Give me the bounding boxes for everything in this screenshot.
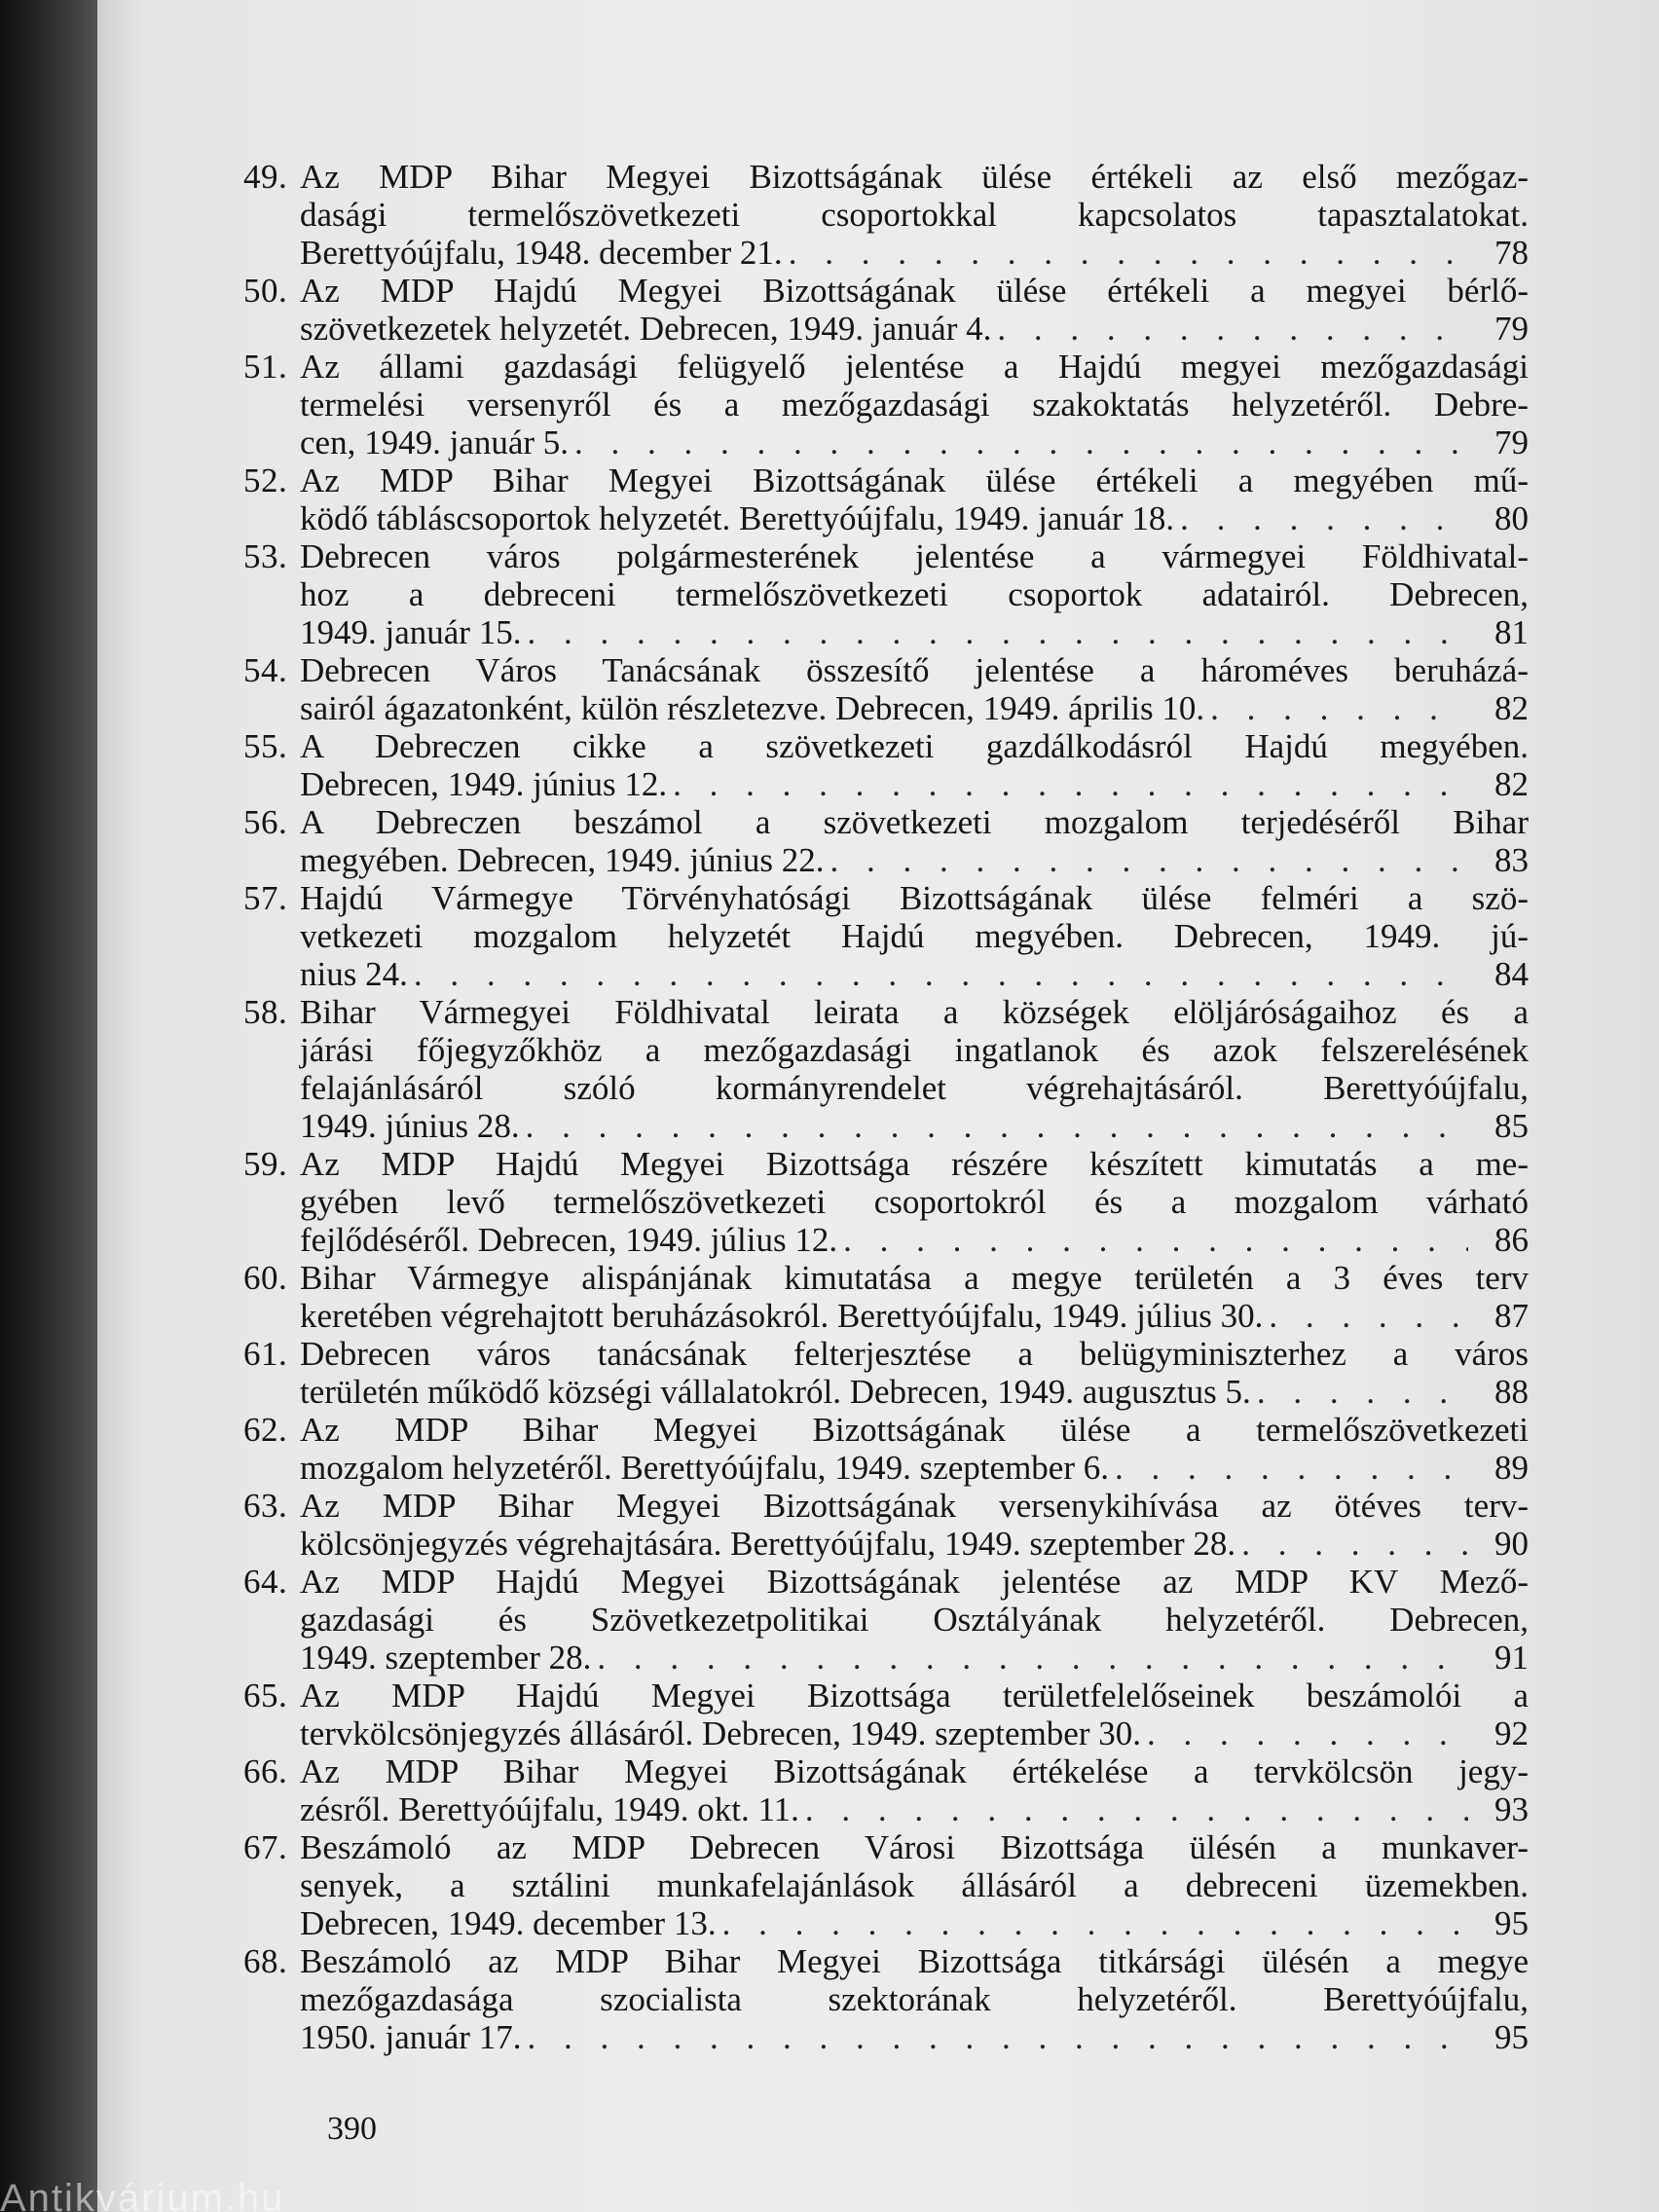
toc-entry-number: 58. <box>243 993 288 1031</box>
toc-entry-text: 1949. június 28. <box>300 1107 520 1145</box>
toc-entry <box>243 1145 1529 1259</box>
leader-dots <box>997 310 1468 348</box>
toc-entry-line: Az MDP Hajdú Megyei Bizottsága részére készített kimutatás a me- <box>300 1145 1529 1183</box>
toc-page-reference: 80 <box>1494 499 1529 537</box>
toc-entry <box>243 1942 1529 2056</box>
toc-entry <box>243 1752 1529 1828</box>
book-spine-shadow <box>0 0 97 2212</box>
toc-entry-line: Debrecen város polgármesterének jelentése a vármegyei Földhivatal- <box>300 537 1529 575</box>
toc-entry-line: A Debreczen beszámol a szövetkezeti mozgalom terjedéséről Bihar <box>300 803 1529 841</box>
toc-entry-line: dasági termelőszövetkezeti csoportokkal kapcsolatos tapasztalatokat. <box>300 196 1529 234</box>
toc-entry-text: Berettyóújfalu, 1948. december 21. <box>300 234 783 272</box>
toc-entry-number: 64. <box>243 1563 288 1601</box>
toc-entry-line: Debrecen Város Tanácsának összesítő jelentése a hároméves beruházá- <box>300 651 1529 689</box>
toc-entry-line: hoz a debreceni termelőszövetkezeti csoportok adatairól. Debrecen, <box>300 575 1529 613</box>
toc-entry-last-line <box>300 613 1529 651</box>
toc-page-reference: 90 <box>1494 1525 1529 1563</box>
leader-dots <box>597 1639 1468 1677</box>
toc-entry-line: vetkezeti mozgalom helyzetét Hajdú megyében. Debrecen, 1949. jú- <box>300 917 1529 955</box>
toc-page-reference: 79 <box>1494 310 1529 348</box>
toc-entry-number: 63. <box>243 1487 288 1525</box>
toc-entry <box>243 1563 1529 1677</box>
toc-entry <box>243 272 1529 348</box>
toc-entry-text: zésről. Berettyóújfalu, 1949. okt. 11. <box>300 1790 799 1828</box>
toc-entry-text: megyében. Debrecen, 1949. június 22. <box>300 841 825 879</box>
leader-dots <box>1257 1373 1468 1411</box>
toc-entry-line: termelési versenyről és a mezőgazdasági szakoktatás helyzetéről. Debre- <box>300 386 1529 424</box>
toc-entry-last-line <box>300 955 1529 993</box>
toc-entry-line: Az MDP Bihar Megyei Bizottságának értékelése a tervkölcsön jegy- <box>300 1752 1529 1790</box>
toc-entry-number: 57. <box>243 879 288 917</box>
toc-entry-line: Bihar Vármegyei Földhivatal leirata a községek elöljáróságaihoz és a <box>300 993 1529 1031</box>
toc-entry-number: 53. <box>243 537 288 575</box>
toc-entry-line: gazdasági és Szövetkezetpolitikai Osztályának helyzetéről. Debrecen, <box>300 1601 1529 1639</box>
toc-entry-line: senyek, a sztálini munkafelajánlások állásáról a debreceni üzemekben. <box>300 1866 1529 1904</box>
toc-entry-number: 54. <box>243 651 288 689</box>
toc-entry-text: kölcsönjegyzés végrehajtására. Berettyóújfalu, 1949. szeptember 28. <box>300 1525 1236 1563</box>
toc-entry-line: mezőgazdasága szocialista szektorának helyzetéről. Berettyóújfalu, <box>300 1980 1529 2018</box>
toc-entry <box>243 1677 1529 1752</box>
toc-entry-line: járási főjegyzőkhöz a mezőgazdasági ingatlanok és azok felszerelésének <box>300 1031 1529 1069</box>
toc-entry-text: keretében végrehajtott beruházásokról. Berettyóújfalu, 1949. július 30. <box>300 1297 1264 1335</box>
toc-entry-number: 52. <box>243 461 288 499</box>
toc-page-reference: 92 <box>1494 1714 1529 1752</box>
toc-entry-line: Az MDP Hajdú Megyei Bizottságának jelentése az MDP KV Mező- <box>300 1563 1529 1601</box>
toc-entry-last-line <box>300 689 1529 727</box>
toc-entry-last-line <box>300 499 1529 537</box>
toc-entry-line: Az MDP Hajdú Megyei Bizottságának ülése értékeli a megyei bérlő- <box>300 272 1529 310</box>
toc-entry-line: Hajdú Vármegye Törvényhatósági Bizottságának ülése felméri a szö- <box>300 879 1529 917</box>
toc-entry-last-line <box>300 234 1529 272</box>
toc-entry-last-line <box>300 1714 1529 1752</box>
toc-page-reference: 78 <box>1494 234 1529 272</box>
toc-entry-text: mozgalom helyzetéről. Berettyóújfalu, 1949. szeptember 6. <box>300 1449 1109 1487</box>
toc-entry-last-line <box>300 1525 1529 1563</box>
leader-dots <box>843 1221 1468 1259</box>
leader-dots <box>830 841 1468 879</box>
toc-entry-line: Az MDP Bihar Megyei Bizottságának ülése értékeli a megyében mű- <box>300 461 1529 499</box>
toc-entry-text: ködő tábláscsoportok helyzetét. Berettyóújfalu, 1949. január 18. <box>300 499 1175 537</box>
toc-entry-last-line <box>300 1449 1529 1487</box>
leader-dots <box>789 234 1468 272</box>
leader-dots <box>526 1107 1468 1145</box>
toc-entry <box>243 727 1529 803</box>
toc-entry-number: 62. <box>243 1411 288 1449</box>
toc-page-reference: 93 <box>1494 1790 1529 1828</box>
leader-dots <box>1147 1714 1468 1752</box>
toc-entry-number: 65. <box>243 1677 288 1714</box>
toc-entry <box>243 993 1529 1145</box>
toc-page-reference: 95 <box>1494 2018 1529 2056</box>
toc-entry-number: 49. <box>243 158 288 196</box>
toc-entry-text: cen, 1949. január 5. <box>300 424 570 461</box>
toc-entry-line: felajánlásáról szóló kormányrendelet végrehajtásáról. Berettyóújfalu, <box>300 1069 1529 1107</box>
toc-page-reference: 89 <box>1494 1449 1529 1487</box>
toc-entry-line: Az MDP Bihar Megyei Bizottságának ülése értékeli az első mezőgaz- <box>300 158 1529 196</box>
leader-dots <box>805 1790 1468 1828</box>
toc-entry-number: 50. <box>243 272 288 310</box>
toc-entry <box>243 158 1529 272</box>
toc-entry <box>243 1828 1529 1942</box>
toc-entry <box>243 461 1529 537</box>
leader-dots <box>527 2018 1468 2056</box>
toc-entry-number: 56. <box>243 803 288 841</box>
toc-page-reference: 91 <box>1494 1639 1529 1677</box>
toc-entry <box>243 537 1529 651</box>
toc-page-reference: 86 <box>1494 1221 1529 1259</box>
leader-dots <box>574 424 1468 461</box>
leader-dots <box>1210 689 1468 727</box>
toc-entry-number: 61. <box>243 1335 288 1373</box>
toc-page-reference: 85 <box>1494 1107 1529 1145</box>
toc-entry-text: sairól ágazatonként, külön részletezve. Debrecen, 1949. április 10. <box>300 689 1205 727</box>
toc-entry-last-line <box>300 424 1529 461</box>
toc-entry-text: területén működő községi vállalatokról. Debrecen, 1949. augusztus 5. <box>300 1373 1251 1411</box>
toc-entry <box>243 1335 1529 1411</box>
toc-entry-last-line <box>300 841 1529 879</box>
toc-entry-line: Debrecen város tanácsának felterjesztése a belügyminiszterhez a város <box>300 1335 1529 1373</box>
toc-entry-number: 59. <box>243 1145 288 1183</box>
toc-entry-number: 60. <box>243 1259 288 1297</box>
toc-entry-last-line <box>300 1107 1529 1145</box>
toc-entry <box>243 879 1529 993</box>
leader-dots <box>1180 499 1468 537</box>
toc-page-reference: 82 <box>1494 765 1529 803</box>
toc-page-reference: 79 <box>1494 424 1529 461</box>
toc-page-reference: 88 <box>1494 1373 1529 1411</box>
toc-entry-line: Beszámoló az MDP Bihar Megyei Bizottsága titkársági ülésén a megye <box>300 1942 1529 1980</box>
table-of-contents <box>243 158 1529 2056</box>
toc-entry-text: Debrecen, 1949. június 12. <box>300 765 668 803</box>
toc-entry-number: 55. <box>243 727 288 765</box>
toc-entry <box>243 348 1529 461</box>
leader-dots <box>1241 1525 1468 1563</box>
toc-entry-text: fejlődéséről. Debrecen, 1949. július 12. <box>300 1221 838 1259</box>
toc-entry <box>243 1411 1529 1487</box>
leader-dots <box>414 955 1468 993</box>
toc-entry-line: Az MDP Bihar Megyei Bizottságának versenykihívása az ötéves terv- <box>300 1487 1529 1525</box>
toc-page-reference: 81 <box>1494 613 1529 651</box>
toc-entry <box>243 1487 1529 1563</box>
toc-entry-last-line <box>300 1221 1529 1259</box>
leader-dots <box>673 765 1468 803</box>
toc-entry-text: nius 24. <box>300 955 408 993</box>
toc-entry-text: 1950. január 17. <box>300 2018 522 2056</box>
toc-entry-last-line <box>300 1904 1529 1942</box>
toc-entry-last-line <box>300 1790 1529 1828</box>
toc-entry-line: Bihar Vármegye alispánjának kimutatása a megye területén a 3 éves terv <box>300 1259 1529 1297</box>
toc-entry-text: tervkölcsönjegyzés állásáról. Debrecen, 1949. szeptember 30. <box>300 1714 1141 1752</box>
toc-entry-text: 1949. szeptember 28. <box>300 1639 592 1677</box>
toc-entry-number: 67. <box>243 1828 288 1866</box>
toc-entry-number: 68. <box>243 1942 288 1980</box>
toc-entry-number: 66. <box>243 1752 288 1790</box>
leader-dots <box>1269 1297 1468 1335</box>
toc-entry-line: Az MDP Hajdú Megyei Bizottsága területfelelőseinek beszámolói a <box>300 1677 1529 1714</box>
toc-page-reference: 84 <box>1494 955 1529 993</box>
toc-entry-last-line <box>300 1373 1529 1411</box>
toc-entry <box>243 1259 1529 1335</box>
toc-entry-last-line <box>300 1639 1529 1677</box>
toc-entry-line: Beszámoló az MDP Debrecen Városi Bizottsága ülésén a munkaver- <box>300 1828 1529 1866</box>
toc-page-reference: 87 <box>1494 1297 1529 1335</box>
toc-entry-line: Az MDP Bihar Megyei Bizottságának ülése a termelőszövetkezeti <box>300 1411 1529 1449</box>
toc-entry-line: gyében levő termelőszövetkezeti csoportokról és a mozgalom várható <box>300 1183 1529 1221</box>
toc-entry-last-line <box>300 765 1529 803</box>
toc-entry-last-line <box>300 2018 1529 2056</box>
toc-entry-last-line <box>300 1297 1529 1335</box>
leader-dots <box>1115 1449 1468 1487</box>
toc-entry <box>243 803 1529 879</box>
toc-entry-text: Debrecen, 1949. december 13. <box>300 1904 717 1942</box>
leader-dots <box>722 1904 1468 1942</box>
toc-page-reference: 82 <box>1494 689 1529 727</box>
watermark-text: Antikvárium.hu <box>0 2177 285 2212</box>
toc-entry-number: 51. <box>243 348 288 386</box>
toc-page-reference: 83 <box>1494 841 1529 879</box>
leader-dots <box>527 613 1468 651</box>
toc-entry-last-line <box>300 310 1529 348</box>
toc-entry-text: 1949. január 15. <box>300 613 522 651</box>
page-number: 390 <box>327 2111 377 2147</box>
toc-entry-line: A Debreczen cikke a szövetkezeti gazdálkodásról Hajdú megyében. <box>300 727 1529 765</box>
toc-entry <box>243 651 1529 727</box>
toc-page-reference: 95 <box>1494 1904 1529 1942</box>
toc-entry-text: szövetkezetek helyzetét. Debrecen, 1949. január 4. <box>300 310 992 348</box>
toc-entry-line: Az állami gazdasági felügyelő jelentése a Hajdú megyei mezőgazdasági <box>300 348 1529 386</box>
